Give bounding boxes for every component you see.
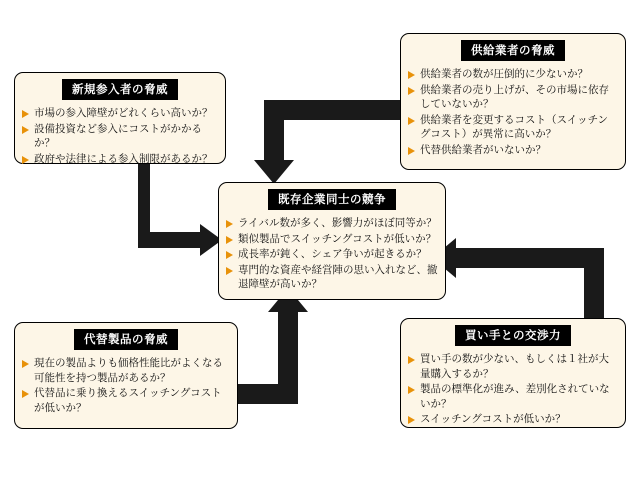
box-rivalry-title: 既存企業同士の競争 bbox=[268, 189, 396, 210]
list-item: 政府や法律による参入制限があるか？ bbox=[22, 152, 218, 167]
box-substitutes-items bbox=[15, 354, 237, 423]
list-item: 代替供給業者がいないか？ bbox=[408, 143, 618, 158]
list-item: スイッチングコストが低いか？ bbox=[408, 412, 618, 427]
box-new-entrants-title: 新規参入者の脅威 bbox=[62, 79, 178, 100]
box-suppliers[interactable] bbox=[400, 33, 626, 170]
arrow-suppliers-to-rivalry bbox=[254, 100, 400, 184]
box-new-entrants-items bbox=[15, 104, 225, 174]
box-buyers[interactable] bbox=[400, 318, 626, 428]
box-new-entrants-title-wrap bbox=[15, 73, 225, 104]
list-item: 供給業者の売り上げが、その市場に依存していないか？ bbox=[408, 83, 618, 112]
box-buyers-items bbox=[401, 350, 625, 435]
list-item: 買い手の数が少ない、もしくは１社が大量購入するか？ bbox=[408, 352, 618, 381]
box-suppliers-items bbox=[401, 65, 625, 165]
box-new-entrants[interactable] bbox=[14, 72, 226, 164]
list-item: 市場の参入障壁がどれくらい高いか？ bbox=[22, 106, 218, 121]
box-rivalry-items bbox=[219, 214, 445, 300]
list-item: 供給業者の数が圧倒的に少ないか？ bbox=[408, 67, 618, 82]
list-item: 成長率が鈍く、シェア争いが起きるか？ bbox=[226, 247, 438, 262]
box-substitutes-title-wrap bbox=[15, 323, 237, 354]
arrow-substitutes-to-rivalry bbox=[238, 288, 308, 404]
list-item: 代替品に乗り換えるスイッチングコストが低いか？ bbox=[22, 386, 230, 415]
box-rivalry[interactable] bbox=[218, 182, 446, 300]
box-rivalry-title-wrap bbox=[219, 183, 445, 214]
list-item: 現在の製品よりも価格性能比がよくなる可能性を持つ製品があるか？ bbox=[22, 356, 230, 385]
list-item: 設備投資など参入にコストがかかるか？ bbox=[22, 122, 218, 151]
list-item: 製品の標準化が進み、差別化されていないか？ bbox=[408, 382, 618, 411]
box-buyers-title: 買い手との交渉力 bbox=[455, 325, 571, 346]
list-item: 類似製品でスイッチングコストが低いか？ bbox=[226, 232, 438, 247]
list-item: 専門的な資産や経営陣の思い入れなど、撤退障壁が高いか？ bbox=[226, 263, 438, 292]
list-item: 供給業者を変更するコスト（スイッチングコスト）が異常に高いか？ bbox=[408, 113, 618, 142]
arrow-new-entrants-to-rivalry bbox=[138, 164, 222, 256]
box-suppliers-title: 供給業者の脅威 bbox=[461, 40, 565, 61]
arrow-buyers-to-rivalry bbox=[432, 238, 604, 318]
box-buyers-title-wrap bbox=[401, 319, 625, 350]
box-substitutes[interactable] bbox=[14, 322, 238, 429]
list-item: ライバル数が多く、影響力がほぼ同等か？ bbox=[226, 216, 438, 231]
box-substitutes-title: 代替製品の脅威 bbox=[74, 329, 178, 350]
box-suppliers-title-wrap bbox=[401, 34, 625, 65]
